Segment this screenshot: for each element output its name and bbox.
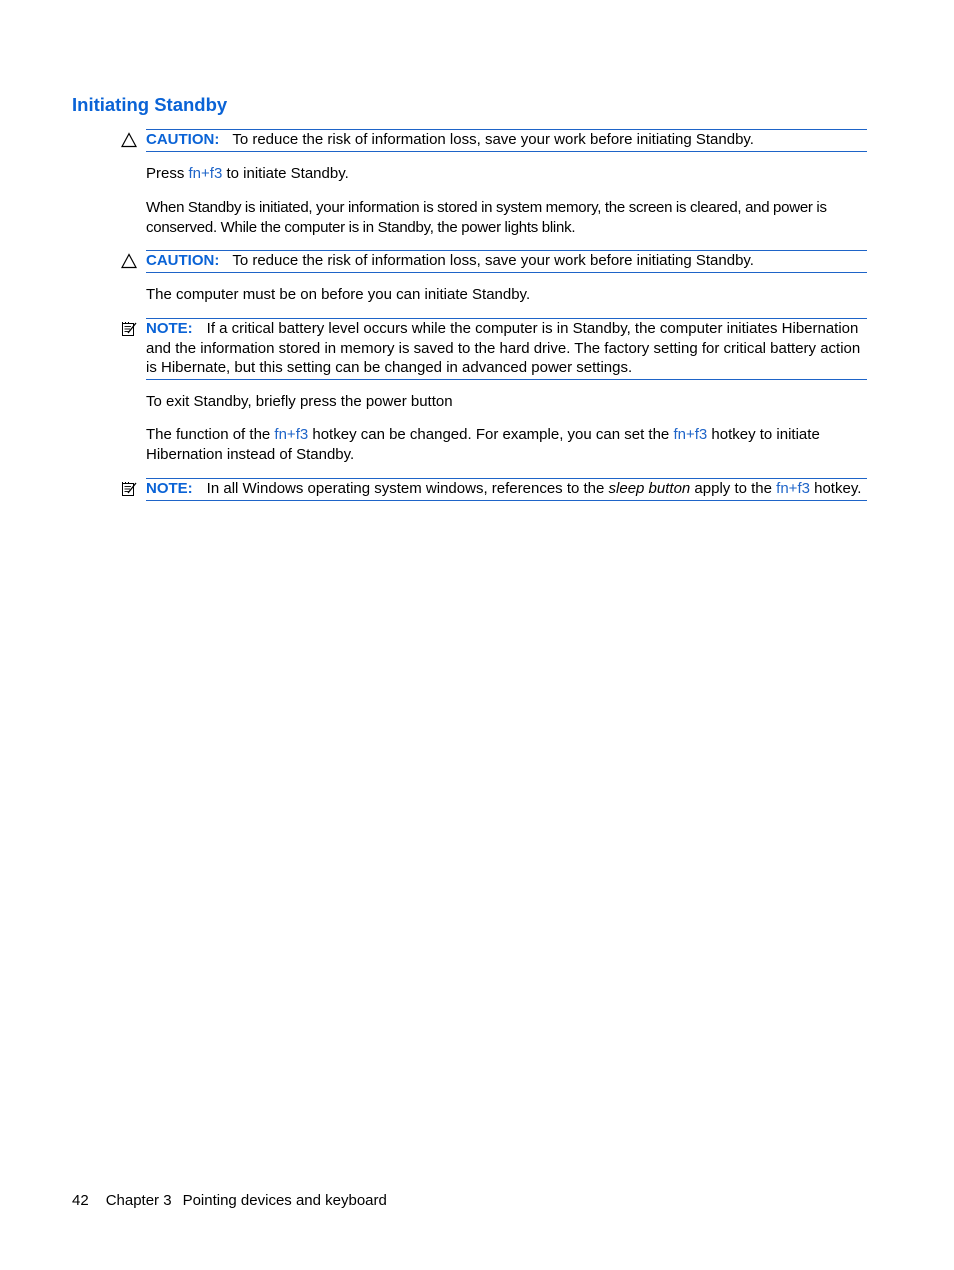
section-title: Initiating Standby bbox=[72, 94, 228, 115]
note-text: hotkey. bbox=[809, 480, 862, 497]
chapter-title: Pointing devices and keyboard bbox=[182, 1192, 387, 1209]
page-footer bbox=[72, 1192, 387, 1209]
hotkey-fn-f3: fn+f3 bbox=[188, 165, 223, 182]
sleep-button-term: sleep button bbox=[608, 480, 691, 497]
paragraph-exit-standby: To exit Standby, briefly press the power button bbox=[146, 393, 453, 410]
caution-box bbox=[146, 250, 867, 273]
warning-triangle-icon bbox=[120, 131, 138, 149]
function-text: The function of the bbox=[146, 426, 275, 443]
caution-text: To reduce the risk of information loss, save your work before initiating Standby. bbox=[232, 131, 754, 148]
press-text: Press bbox=[146, 165, 189, 182]
caution-label: CAUTION: bbox=[146, 252, 220, 269]
caution-box bbox=[146, 129, 867, 152]
chapter-label: Chapter 3 bbox=[105, 1192, 172, 1209]
warning-triangle-icon bbox=[120, 252, 138, 270]
note-label: NOTE: bbox=[146, 320, 193, 337]
note-box bbox=[146, 318, 867, 380]
hotkey-fn-f3: fn+f3 bbox=[274, 426, 309, 443]
hotkey-fn-f3: fn+f3 bbox=[776, 480, 810, 497]
note-text: If a critical battery level occurs while the computer is in Standby, the computer initiates Hibernation and the information stored in memory is saved to the hard drive. The factory setting for critical battery action is Hibernate, but this setting can be changed in advanced power settings. bbox=[146, 320, 861, 376]
caution-text: To reduce the risk of information loss, save your work before initiating Standby. bbox=[232, 252, 754, 269]
paragraph-must-be-on: The computer must be on before you can initiate Standby. bbox=[146, 286, 531, 303]
caution-label: CAUTION: bbox=[146, 131, 220, 148]
paragraph-standby-initiated: When Standby is initiated, your information is stored in system memory, the screen is cleared, and power is conserved. While the computer is in Standby, the power lights blink. bbox=[146, 199, 827, 236]
function-text: hotkey to initiate Hibernation instead of Standby. bbox=[146, 426, 820, 463]
function-text: hotkey can be changed. For example, you can set the bbox=[308, 426, 674, 443]
note-label: NOTE: bbox=[146, 480, 193, 497]
note-text: In all Windows operating system windows, references to the bbox=[206, 480, 609, 497]
paragraph-press bbox=[146, 164, 868, 184]
note-pad-icon bbox=[120, 480, 138, 498]
note-text: apply to the bbox=[690, 480, 777, 497]
paragraph-hotkey-function bbox=[146, 425, 868, 464]
note-pad-icon bbox=[120, 320, 138, 338]
page-number: 42 bbox=[72, 1192, 89, 1209]
note-box bbox=[146, 478, 867, 501]
hotkey-fn-f3: fn+f3 bbox=[673, 426, 708, 443]
press-text-end: to initiate Standby. bbox=[222, 165, 349, 182]
